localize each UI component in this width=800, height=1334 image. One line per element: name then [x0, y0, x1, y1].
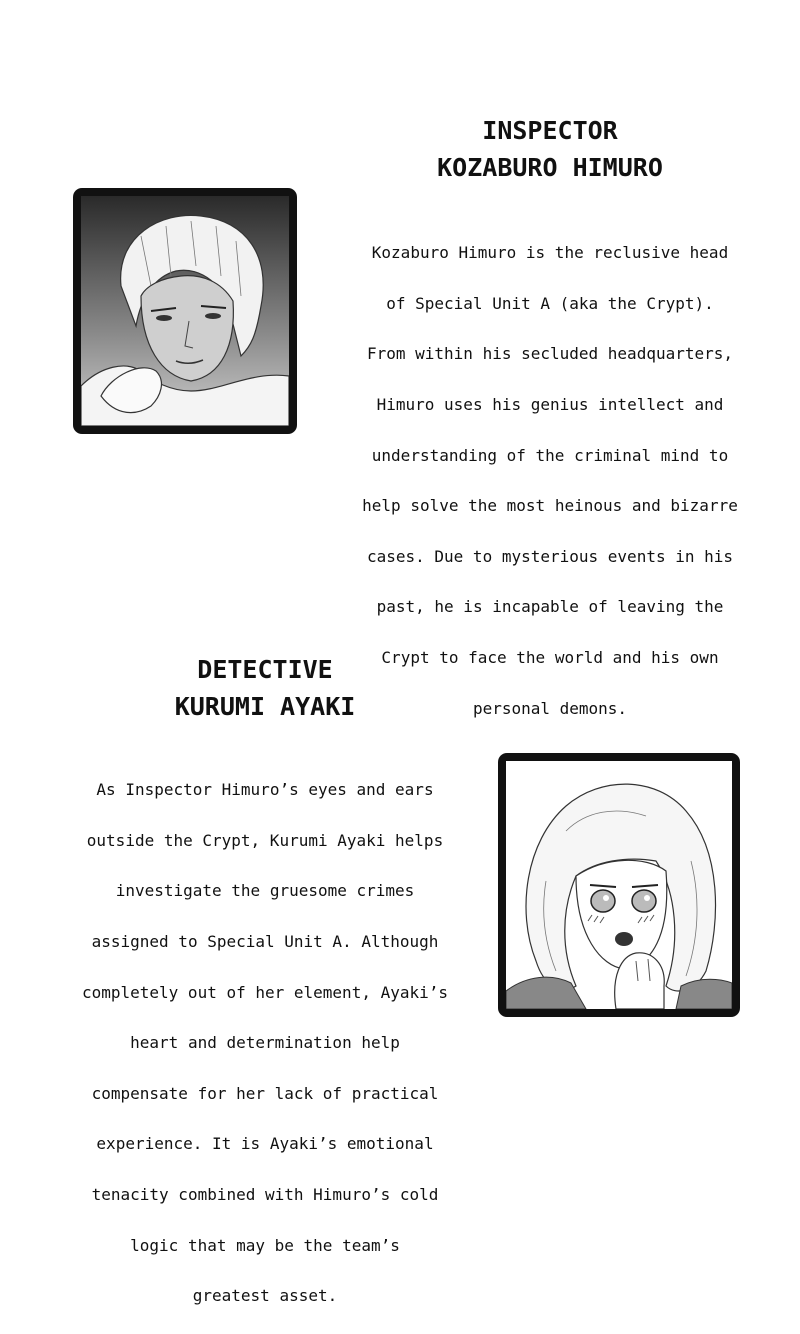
- ayaki-bio-line: assigned to Special Unit A. Although: [91, 932, 439, 952]
- ayaki-bio-line: tenacity combined with Himuro’s cold: [91, 1185, 439, 1205]
- ayaki-bio-line: completely out of her element, Ayaki’s: [81, 982, 449, 1002]
- himuro-bio-line: help solve the most heinous and bizarre: [362, 496, 738, 516]
- himuro-bio-line: of Special Unit A (aka the Crypt).: [386, 293, 714, 313]
- himuro-title-name: KOZABURO HIMURO: [437, 153, 663, 182]
- ayaki-bio-line: experience. It is Ayaki’s emotional: [96, 1134, 434, 1154]
- himuro-title-rank: INSPECTOR: [482, 116, 618, 145]
- himuro-portrait: [73, 188, 297, 434]
- ayaki-bio-line: investigate the gruesome crimes: [115, 881, 415, 901]
- ayaki-bio-line: logic that may be the team’s: [130, 1235, 400, 1255]
- himuro-bio-line: Kozaburo Himuro is the reclusive head: [371, 243, 729, 263]
- ayaki-title: [105, 651, 425, 725]
- himuro-bio-line: personal demons.: [472, 698, 628, 718]
- himuro-bio-line: cases. Due to mysterious events in his: [366, 546, 734, 566]
- ayaki-bio-line: greatest asset.: [192, 1286, 338, 1306]
- himuro-bio-line: From within his secluded headquarters,: [366, 344, 734, 364]
- himuro-title: [390, 112, 710, 186]
- himuro-bio-line: Crypt to face the world and his own: [381, 648, 719, 668]
- himuro-bio-line: understanding of the criminal mind to: [371, 445, 729, 465]
- himuro-portrait-image: [81, 196, 289, 426]
- ayaki-bio-line: compensate for her lack of practical: [91, 1083, 439, 1103]
- ayaki-bio: [40, 752, 490, 1334]
- ayaki-portrait-image: [506, 761, 732, 1009]
- ayaki-bio-line: As Inspector Himuro’s eyes and ears: [96, 780, 434, 800]
- ayaki-portrait: [498, 753, 740, 1017]
- himuro-bio-line: past, he is incapable of leaving the: [376, 597, 724, 617]
- ayaki-bio-line: outside the Crypt, Kurumi Ayaki helps: [86, 830, 444, 850]
- ayaki-bio-line: heart and determination help: [130, 1033, 400, 1053]
- ayaki-title-name: KURUMI AYAKI: [174, 692, 356, 721]
- ayaki-title-rank: DETECTIVE: [197, 655, 333, 684]
- himuro-bio-line: Himuro uses his genius intellect and: [376, 395, 724, 415]
